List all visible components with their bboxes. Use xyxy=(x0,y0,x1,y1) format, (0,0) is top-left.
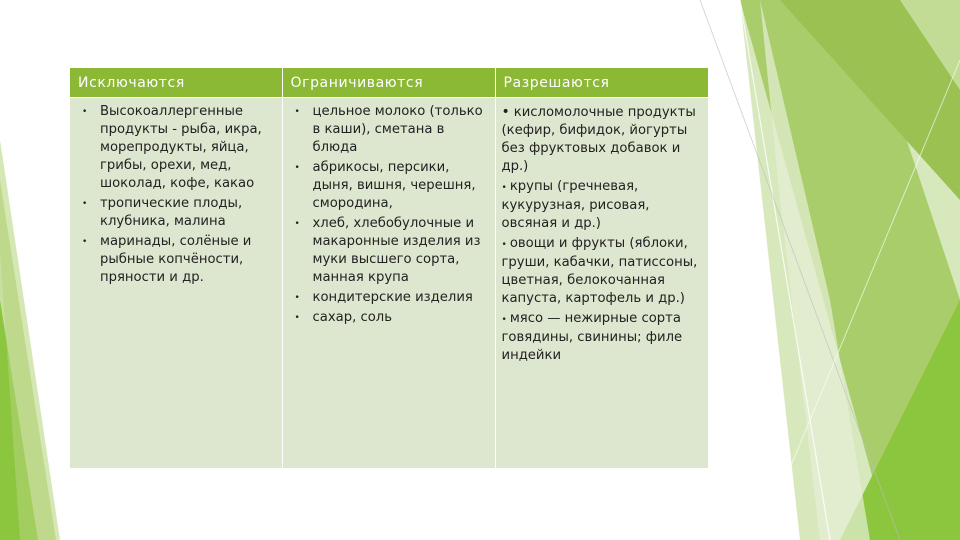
list-item: • овощи и фрукты (яблоки, груши, кабачки, патиссоны, цветная, белокочанная капуста, картофель и др.) xyxy=(501,236,698,306)
bullet-icon: • xyxy=(501,240,507,250)
diet-table xyxy=(70,68,708,468)
bullet-icon: • xyxy=(501,183,507,193)
limited-list xyxy=(289,103,489,327)
bullet-icon: • xyxy=(294,107,300,117)
cell-limited xyxy=(282,98,495,469)
list-item: • абрикосы, персики, дыня, вишня, черешня, смородина, xyxy=(294,160,476,211)
bullet-icon: • xyxy=(294,163,300,173)
list-item: • маринады, солёные и рыбные копчёности, пряности и др. xyxy=(82,234,252,285)
list-item: • тропические плоды, клубника, малина xyxy=(82,196,243,229)
bullet-icon: • xyxy=(294,293,300,303)
bullet-icon: • xyxy=(501,104,510,120)
table-row xyxy=(70,98,708,469)
header-excluded: Исключаются xyxy=(70,68,282,98)
list-item: • кондитерские изделия xyxy=(294,290,473,305)
bullet-icon: • xyxy=(294,313,300,323)
bullet-icon: • xyxy=(501,315,507,325)
list-item: • хлеб, хлебобулочные и макаронные изделия из муки высшего сорта, манная крупа xyxy=(294,216,481,285)
excluded-list xyxy=(76,103,276,287)
list-item: • кисломолочные продукты (кефир, бифидок, йогурты без фруктовых добавок и др.) xyxy=(501,104,696,174)
list-item: • сахар, соль xyxy=(294,310,392,325)
table-header-row xyxy=(70,68,708,98)
bullet-icon: • xyxy=(82,107,88,117)
header-allowed: Разрешаются xyxy=(495,68,708,98)
bullet-icon: • xyxy=(82,199,88,209)
header-limited: Ограничиваются xyxy=(282,68,495,98)
list-item: • мясо — нежирные сорта говядины, свинины; филе индейки xyxy=(501,311,683,363)
allowed-list xyxy=(502,103,703,365)
bullet-icon: • xyxy=(294,219,300,229)
diet-table-container xyxy=(70,68,708,468)
cell-excluded xyxy=(70,98,282,469)
list-item: • крупы (гречневая, кукурузная, рисовая, овсяная и др.) xyxy=(501,179,650,231)
list-item: • Высокоаллергенные продукты - рыба, икра, морепродукты, яйца, грибы, орехи, мед, шоколад, кофе, какао xyxy=(82,104,262,191)
list-item: • цельное молоко (только в каши), сметана в блюда xyxy=(294,104,483,155)
cell-allowed xyxy=(495,98,708,469)
bullet-icon: • xyxy=(82,237,88,247)
